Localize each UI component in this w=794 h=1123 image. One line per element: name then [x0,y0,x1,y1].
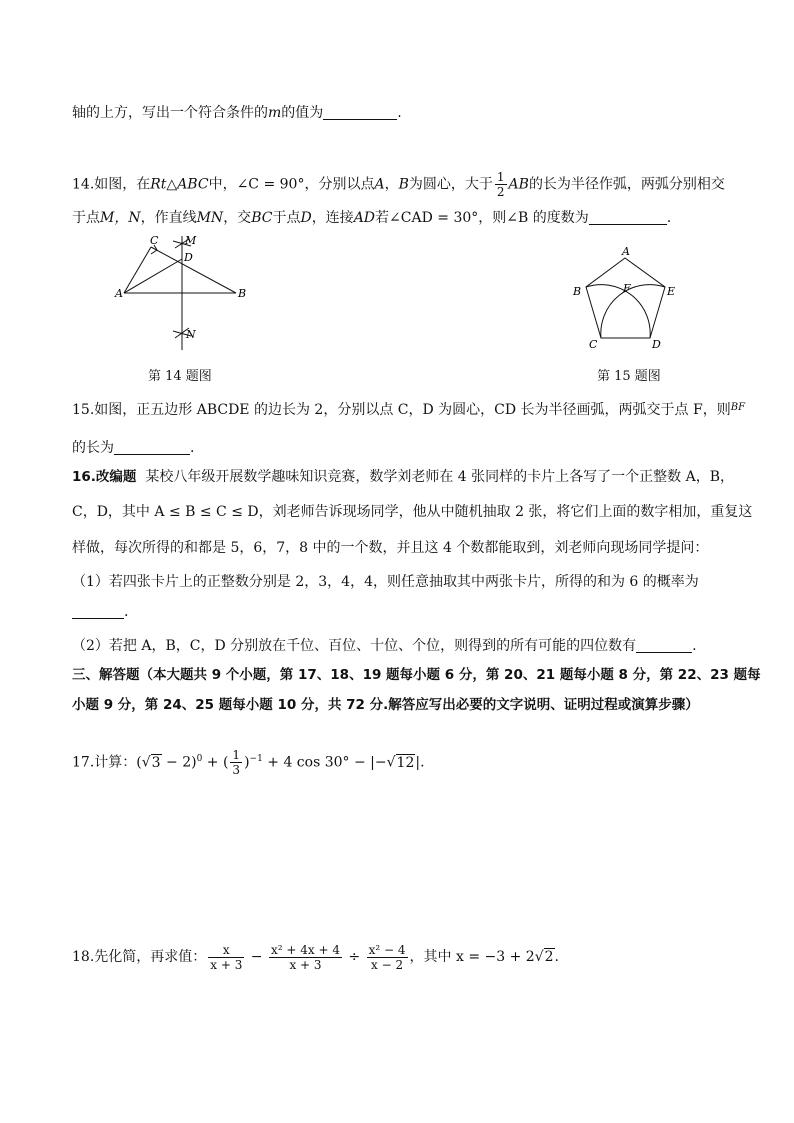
q18-frac2: $\frac{\text{x² + 4x + 4}}{x + 3}$ [271,942,340,972]
q18-label: 18.先化简，再求值： [72,949,207,965]
q16-text-4: （1）若四张卡片上的正整数分别是 2，3，4，4，则任意抽取其中两张卡片，所得的和为 6 的概率为 [72,574,699,590]
q17-plus: + [202,754,223,771]
q17-end: |. [415,754,425,771]
q15-text-2: 的长为 [72,440,114,456]
q17-label: 17.计算： [72,754,137,771]
q17-exp-neg1: −1 [249,754,263,764]
q17-sqrt3: 3 [151,754,161,771]
caption-fig14: 第 14 题图 [148,369,212,384]
q14-line1 [72,170,725,199]
q14-line2: 于点M，N，作直线MN，交BC于点D，连接AD若∠CAD = 30°，则∠B 的度数为 . [72,210,672,226]
q18-end: . [554,949,559,965]
fig15-label-a: A [622,245,630,258]
fig14-label-n: N [186,328,196,341]
q17-paren-open: ( [136,754,142,771]
q14-l2-bc: BC [251,210,273,226]
q16-line1 [72,467,734,487]
q16-line4 [72,572,699,592]
fig14-label-c: C [150,234,159,247]
q16-line5: . [72,602,128,622]
q14-l2-ad: AD [353,210,376,226]
q14-l2-c: ，交 [223,210,252,226]
q13-line: 轴的上方，写出一个符合条件的m的值为 . [72,105,402,121]
q16-line6: （2）若把 A，B，C，D 分别放在千位、百位、十位、个位，则得到的所有可能的四位数有 . [72,638,697,654]
q13-var-m: m [268,105,282,121]
q18-frac3: $\frac{\text{x² − 4}}{x - 2}$ [368,942,406,972]
fig14-label-a: A [115,287,123,300]
q14-point-a: A [374,176,385,193]
section3-text-1: 三、解答题（本大题共 9 个小题，第 17、18、19 题每小题 6 分，第 20、21 题每小题 8 分，第 22、23 题每 [72,667,761,683]
answer-blank-q14[interactable] [589,210,667,225]
q17-minus2: − 2) [161,754,197,771]
q15-line1 [72,400,745,422]
q14-point-b: B [398,176,409,193]
section3-text-2: 小题 9 分，第 24、25 题每小题 10 分，共 72 分.解答应写出必要的文字说明、证明过程或演算步骤） [72,697,699,713]
fig14-label-m: M [185,234,197,247]
q16-text-2: C，D，其中 A ≤ B ≤ C ≤ D，刘老师告诉现场同学，他从中随机抽取 2 张，将它们上面的数字相加，重复这 [72,504,753,520]
q16-text-6: （2）若把 A，B，C，D 分别放在千位、百位、十位、个位，则得到的所有可能的四位数有 [72,638,637,654]
fig14-label-d: D [184,251,193,264]
q15-text: 15.如图，正五边形 ABCDE 的边长为 2，分别以点 C，D 为圆心，CD 长为半径画弧，两弧交于点 F，则 [72,402,731,418]
q18-where: ，其中 x = −3 + 2 [409,949,535,965]
q14-fraction: $\frac{1}{2}$ [496,170,505,199]
fig15-label-f: F [623,282,631,295]
q14-prefix: 14.如图，在 [72,176,151,193]
q13-text-end: 的值为 [281,105,324,121]
q14-segment-ab: AB [508,176,529,193]
q14-text-c: 的长为半径作弧，两弧分别相交 [528,176,725,193]
section3-heading-line1 [72,665,761,685]
fig15-label-e: E [667,285,676,298]
fig14-label-b: B [238,287,247,300]
answer-blank-q13[interactable] [323,105,397,120]
q15-line2: 的长为 . [72,440,195,456]
q17-fraction: $\frac{1}{3}$ [232,748,241,778]
q14-l2-mn: M，N [100,210,141,226]
section3-heading-line2 [72,695,699,715]
q14-l2-point-d: D [300,210,312,226]
q14-l2-f: 若∠CAD = 30°，则∠B 的度数为 [375,210,589,226]
q14-l2-e: ，连接 [311,210,354,226]
q16-text-3: 样做，每次所得的和都是 5，6，7，8 中的一个数，并且这 4 个数都能取到，刘老师向现场同学提问： [72,540,709,556]
q14-l2-d: 于点 [272,210,301,226]
q14-triangle: Rt△ABC [150,176,209,193]
q18-sqrt2: 2 [544,949,554,965]
q16-line3 [72,538,708,558]
q17-line: 17.计算：$(√3 - 2)^0$ + ( $\frac{1}{3}$ )$^{-1}$ + 4 cos 30° − |−√12|. [72,748,425,778]
q14-text-a: 中，∠C = 90°，分别以点 [208,176,375,193]
fig15-label-d: D [652,338,661,351]
q16-line2 [72,502,752,522]
q14-l2-line-mn: MN [196,210,224,226]
q17-exp0: 0 [196,754,203,764]
answer-blank-q15[interactable] [114,440,190,455]
q14-comma: ， [384,176,399,193]
q17-rest: + 4 cos 30° − |− [262,754,387,771]
caption-fig15: 第 15 题图 [597,369,661,384]
q14-text-b: 为圆心，大于 [408,176,493,193]
q16-text-1: 某校八年级开展数学趣味知识竞赛，数学刘老师在 4 张同样的卡片上各写了一个正整数 A，B， [145,469,734,485]
fig15-label-b: B [573,285,582,298]
q18-frac1: $\frac{x}{x + 3}$ [210,942,243,972]
q15-arc-bf: BF [730,402,746,413]
q18-div: ÷ [343,949,365,965]
q16-tag: 16.改编题 [72,469,137,485]
answer-blank-q16-2[interactable] [636,638,692,653]
figure-q15 [568,244,698,354]
q17-sqrt12: 12 [396,754,415,771]
q14-l2-b: ，作直线 [140,210,197,226]
q13-text: 轴的上方，写出一个符合条件的 [72,105,268,121]
q18-line: 18.先化简，再求值： $\frac{x}{x + 3}$ − $\frac{\text{x² + 4x + 4}}{x + 3}$ ÷ $\frac{\text{x² − 4}}{x - 2}$ ，其中 x = −3 + 2√2. [72,942,559,972]
fig15-label-c: C [589,338,598,351]
figure-q14 [110,232,280,362]
q18-minus: − [246,949,267,965]
answer-blank-q16-1[interactable] [72,604,124,619]
q14-l2-a: 于点 [72,210,100,226]
